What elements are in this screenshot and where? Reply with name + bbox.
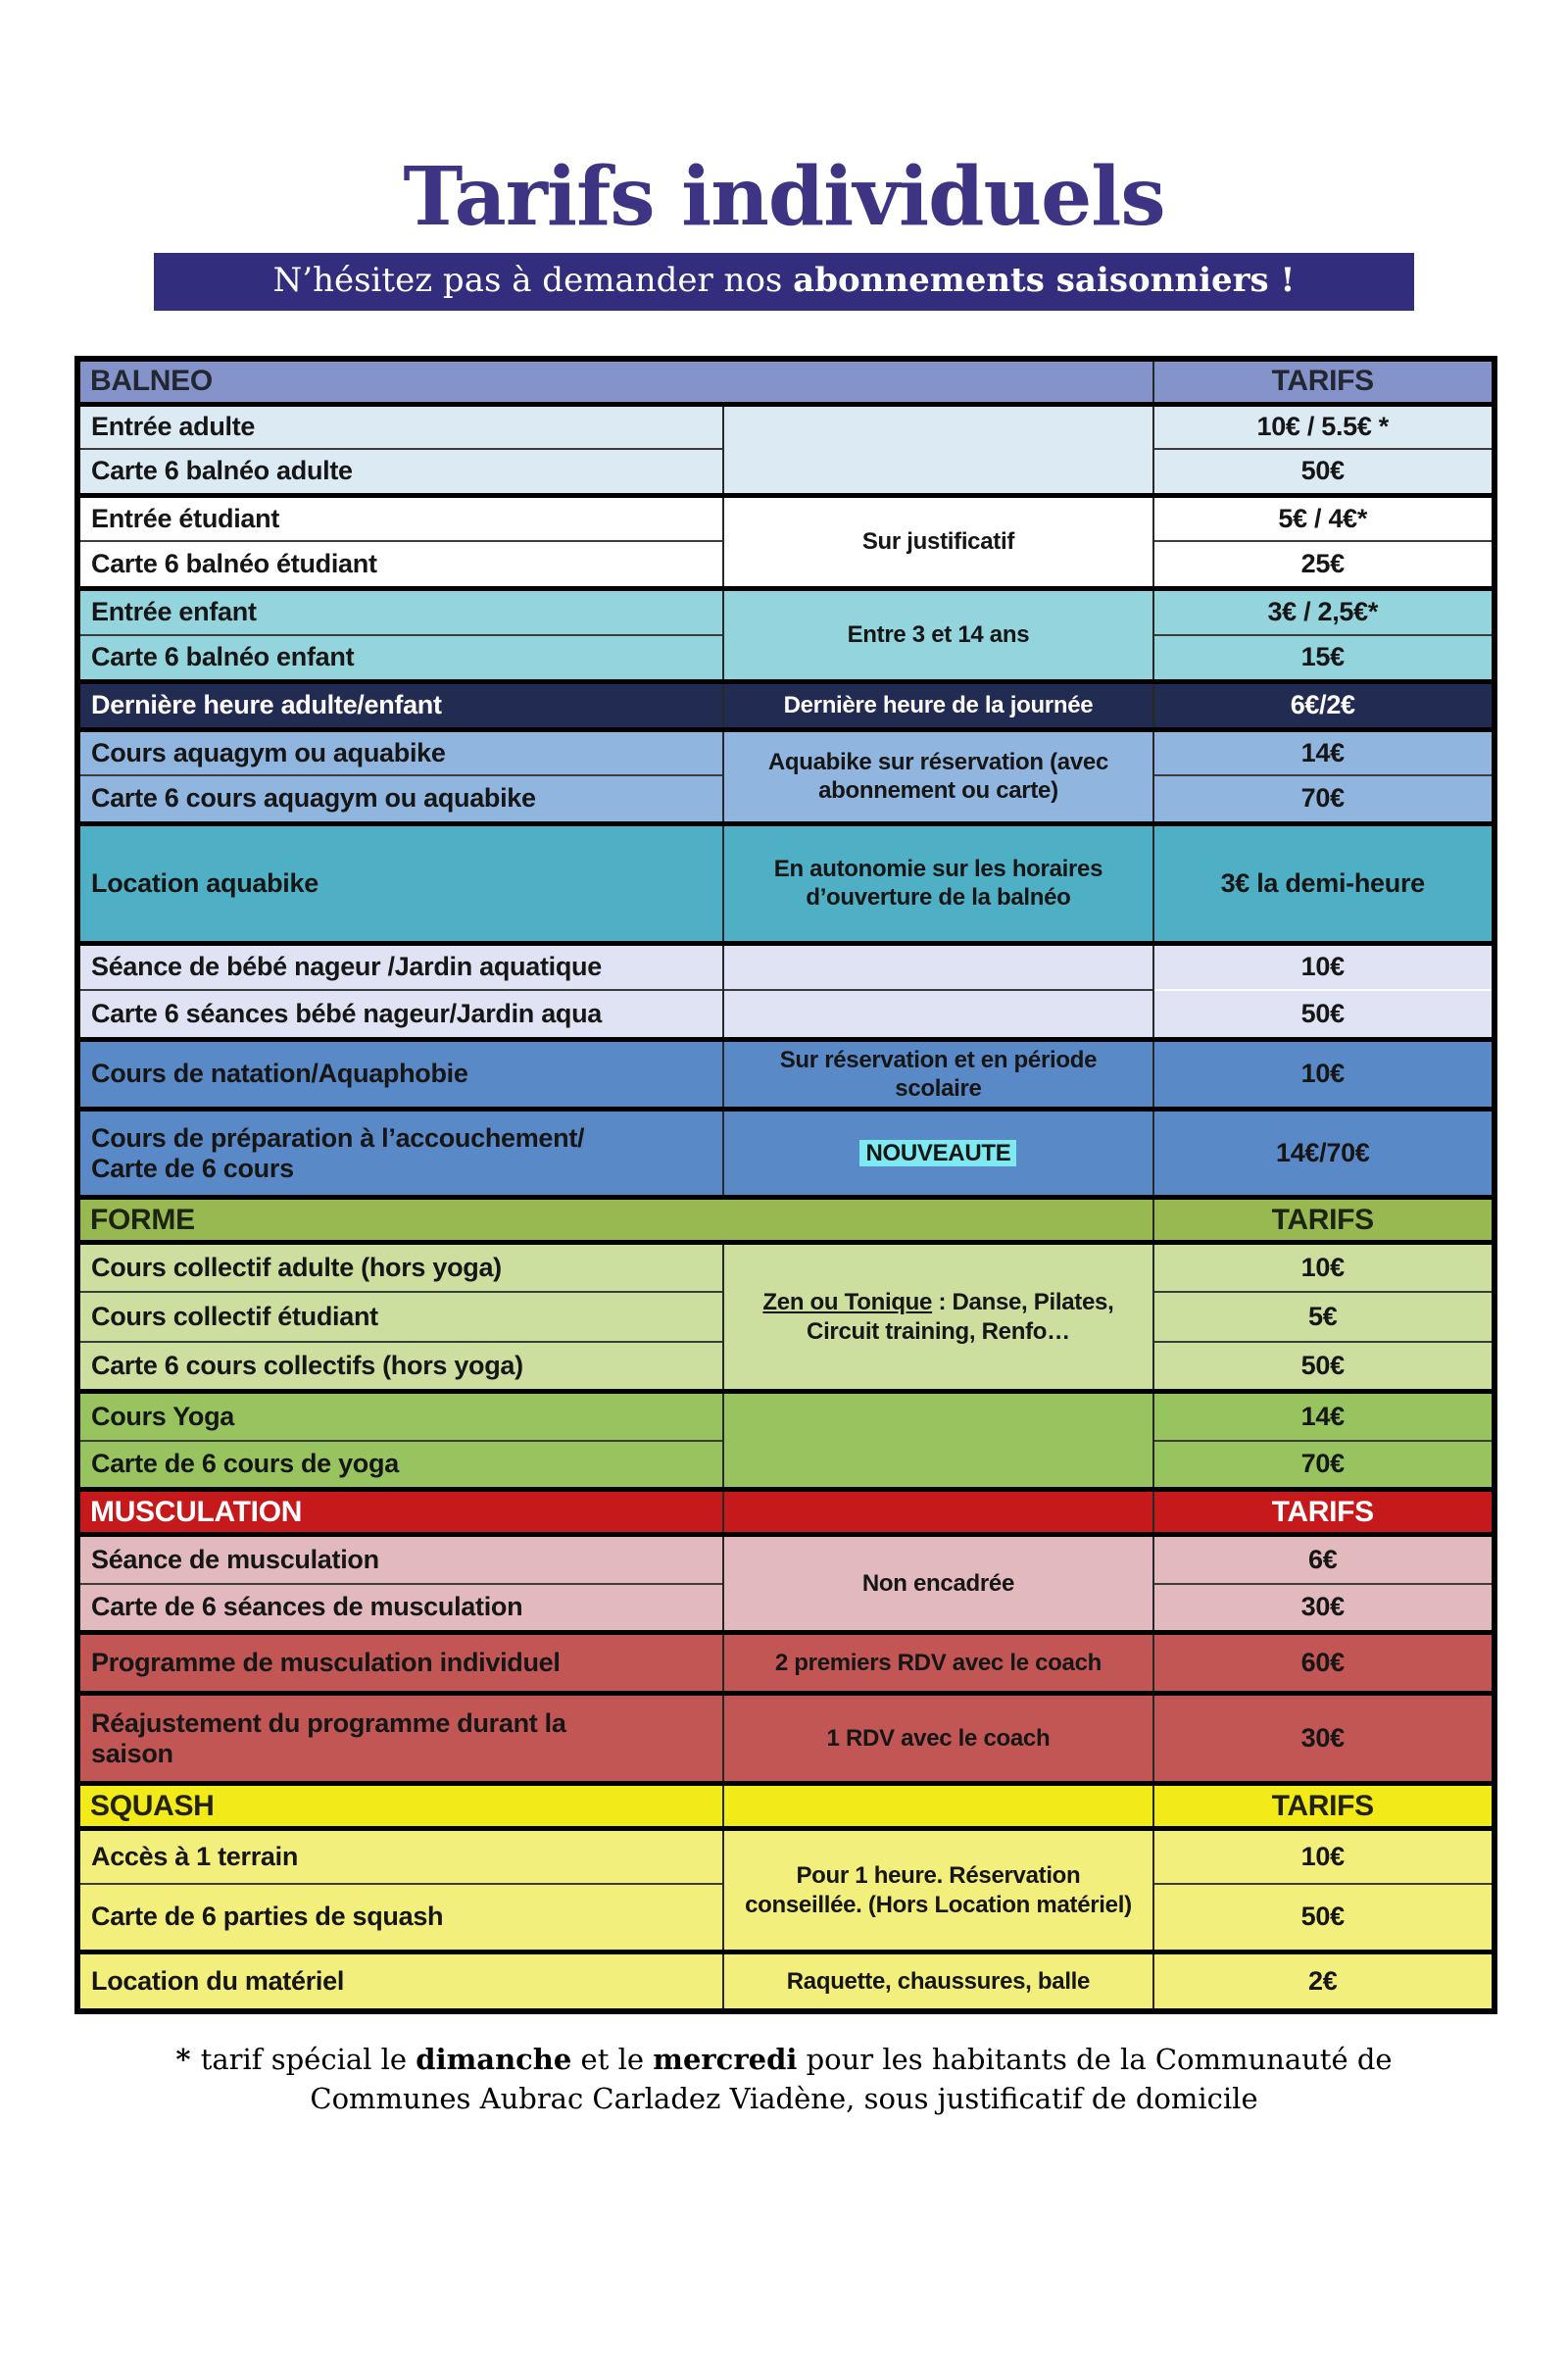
row-note-text: En autonomie sur les horaires d’ouverture de la balnéo: [773, 855, 1103, 912]
subtitle-banner: [154, 253, 1414, 311]
row-label: Carte 6 balnéo étudiant: [77, 541, 723, 588]
row-note: [723, 1243, 1152, 1392]
row-price: 2€: [1153, 1952, 1495, 2011]
row-price: 10€ / 5.5€ *: [1153, 404, 1495, 449]
table-row: [77, 588, 1494, 635]
banner-text-bold: abonnements saisonniers !: [793, 261, 1296, 301]
table-row: [77, 823, 1494, 943]
row-note: [723, 823, 1152, 943]
table-row: [77, 1829, 1494, 1884]
section-title: BALNEO: [77, 359, 1153, 404]
footnote-text: et le: [571, 2042, 654, 2076]
row-note: Entre 3 et 14 ans: [723, 588, 1152, 681]
row-label: Séance de bébé nageur /Jardin aquatique: [77, 943, 723, 990]
row-note: Sur réservation et en période scolaire: [723, 1039, 1152, 1110]
banner-text: N’hésitez pas à demander nos: [272, 261, 794, 301]
row-price: 50€: [1153, 1884, 1495, 1952]
row-label: Cours collectif adulte (hors yoga): [77, 1243, 723, 1292]
table-row: [77, 943, 1494, 990]
footnote: [157, 2040, 1411, 2119]
row-label: Carte 6 séances bébé nageur/Jardin aqua: [77, 990, 723, 1039]
table-row: [77, 1535, 1494, 1584]
row-price: 14€: [1153, 729, 1495, 775]
row-label: Carte de 6 parties de squash: [77, 1884, 723, 1952]
row-note: [723, 1110, 1152, 1198]
row-price: 25€: [1153, 541, 1495, 588]
row-note: Raquette, chaussures, balle: [723, 1952, 1152, 2011]
row-note-text: : Danse, Pilates, Circuit training, Renfo…: [807, 1289, 1114, 1345]
footnote-bold-dimanche: dimanche: [416, 2042, 572, 2076]
row-price: 6€: [1153, 1535, 1495, 1584]
row-price: 6€/2€: [1153, 681, 1495, 729]
section-title: SQUASH: [77, 1784, 723, 1829]
row-label: Cours de natation/Aquaphobie: [77, 1039, 723, 1110]
row-label: Carte de 6 séances de musculation: [77, 1584, 723, 1633]
section-title: MUSCULATION: [77, 1490, 723, 1535]
row-label: Cours Yoga: [77, 1392, 723, 1441]
row-note: [723, 404, 1152, 495]
section-header-spacer: [723, 1490, 1152, 1535]
row-price: 10€: [1153, 1829, 1495, 1884]
footnote-text: tarif spécial le: [200, 2042, 416, 2076]
row-label: Séance de musculation: [77, 1535, 723, 1584]
row-price: 70€: [1153, 1441, 1495, 1490]
tarifs-header: TARIFS: [1153, 1784, 1495, 1829]
nouveaute-highlight: NOUVEAUTE: [859, 1140, 1016, 1166]
row-label: Carte de 6 cours de yoga: [77, 1441, 723, 1490]
table-row: [77, 1952, 1494, 2011]
row-label: Cours collectif étudiant: [77, 1292, 723, 1342]
table-row: [77, 495, 1494, 541]
tarifs-table: [74, 356, 1497, 2014]
row-price: 30€: [1153, 1584, 1495, 1633]
footnote-star: *: [175, 2042, 201, 2076]
row-price: 50€: [1153, 449, 1495, 495]
row-note: Non encadrée: [723, 1535, 1152, 1633]
table-row: [77, 404, 1494, 449]
row-note-underlined: Zen ou Tonique: [762, 1289, 933, 1316]
table-row: [77, 1243, 1494, 1292]
row-note: Pour 1 heure. Réservation conseillée. (Hors Location matériel): [723, 1829, 1152, 1952]
section-header-row: [77, 1198, 1494, 1243]
row-label: Réajustement du programme durant la saison: [77, 1694, 723, 1784]
page-title: Tarifs individuels: [403, 150, 1165, 244]
table-row: [77, 1392, 1494, 1441]
row-price: 14€: [1153, 1392, 1495, 1441]
row-price: 70€: [1153, 775, 1495, 823]
section-header-spacer: [723, 1784, 1152, 1829]
row-price: 10€: [1153, 1243, 1495, 1292]
table-row: [77, 1694, 1494, 1784]
row-price: 5€: [1153, 1292, 1495, 1342]
section-title: FORME: [77, 1198, 1153, 1243]
row-price: 50€: [1153, 1342, 1495, 1392]
table-row: [77, 1110, 1494, 1198]
row-price: 10€: [1153, 1039, 1495, 1110]
section-header-row: [77, 1490, 1494, 1535]
table-row: [77, 1633, 1494, 1694]
section-header-row: [77, 359, 1494, 404]
row-note: 2 premiers RDV avec le coach: [723, 1633, 1152, 1694]
row-note: Sur justificatif: [723, 495, 1152, 588]
row-price: 3€ / 2,5€*: [1153, 588, 1495, 635]
row-label: Accès à 1 terrain: [77, 1829, 723, 1884]
tarifs-header: TARIFS: [1153, 359, 1495, 404]
row-price: 14€/70€: [1153, 1110, 1495, 1198]
table-row: [77, 1039, 1494, 1110]
row-note: [723, 1392, 1152, 1490]
row-price: 10€: [1153, 943, 1495, 990]
row-price: 3€ la demi-heure: [1153, 823, 1495, 943]
footnote-bold-mercredi: mercredi: [653, 2042, 798, 2076]
row-label: Entrée étudiant: [77, 495, 723, 541]
row-price: 60€: [1153, 1633, 1495, 1694]
row-note: Aquabike sur réservation (avec abonnement ou carte): [723, 729, 1152, 823]
row-label: Programme de musculation individuel: [77, 1633, 723, 1694]
table-row: [77, 681, 1494, 729]
row-label: Location aquabike: [77, 823, 723, 943]
row-note: Dernière heure de la journée: [723, 681, 1152, 729]
row-label: Location du matériel: [77, 1952, 723, 2011]
row-label: Entrée adulte: [77, 404, 723, 449]
row-label: Cours aquagym ou aquabike: [77, 729, 723, 775]
row-price: 50€: [1153, 990, 1495, 1039]
table-row: [77, 729, 1494, 775]
row-price: 30€: [1153, 1694, 1495, 1784]
row-price: 5€ / 4€*: [1153, 495, 1495, 541]
row-price: 15€: [1153, 635, 1495, 681]
row-label: Entrée enfant: [77, 588, 723, 635]
row-label: Dernière heure adulte/enfant: [77, 681, 723, 729]
section-header-row: [77, 1784, 1494, 1829]
row-note: 1 RDV avec le coach: [723, 1694, 1152, 1784]
table-row: [77, 990, 1494, 1039]
row-note: [723, 943, 1152, 990]
row-note: [723, 990, 1152, 1039]
footnote-text: pour les habitants de la Communauté de Communes Aubrac Carladez Viadène, sous justificatif de domicile: [310, 2042, 1393, 2116]
row-label: Carte 6 cours aquagym ou aquabike: [77, 775, 723, 823]
tarifs-header: TARIFS: [1153, 1490, 1495, 1535]
row-label: Carte 6 cours collectifs (hors yoga): [77, 1342, 723, 1392]
tarifs-header: TARIFS: [1153, 1198, 1495, 1243]
row-label: Carte 6 balnéo adulte: [77, 449, 723, 495]
row-label: Carte 6 balnéo enfant: [77, 635, 723, 681]
row-label: Cours de préparation à l’accouchement/ Carte de 6 cours: [77, 1110, 723, 1198]
